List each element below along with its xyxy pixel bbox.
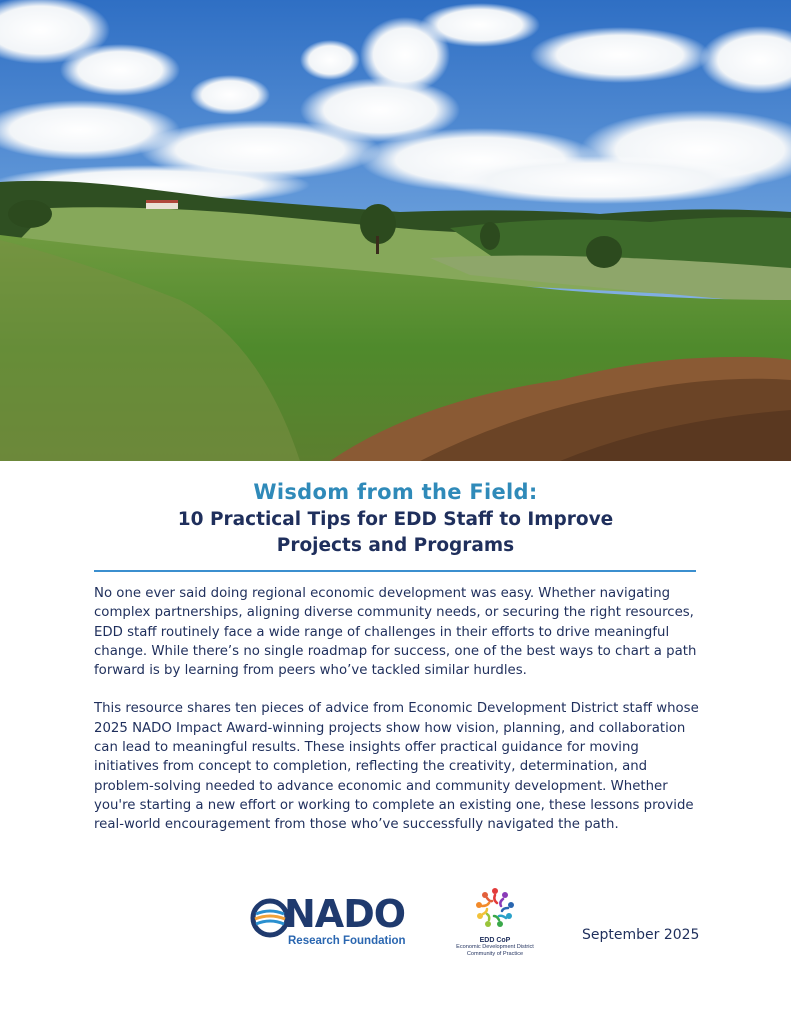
edd-cop-logo [440,886,550,966]
title-divider [94,570,696,572]
publication-date: September 2025 [582,927,700,943]
edd-cop-subtitle-1: Economic Development District [456,944,534,950]
nado-wordmark: NADO [284,892,406,936]
nado-logo [250,892,420,948]
landscape-image [0,0,791,461]
footer [0,880,791,980]
intro-paragraph: No one ever said doing regional economic development was easy. Whether navigating complex partnerships, aligning diverse community needs, or securing the right resources, EDD staff routinely face a wide range of challenges in their efforts to drive meaningful change. While there’s no single roadmap for success, one of the best ways to chart a path forward is by learning from peers who’ve tackled similar hurdles. [94,586,697,679]
resource-paragraph: This resource shares ten pieces of advice from Economic Development District staff whose 2025 NADO Impact Award-winning projects show how vision, planning, and collaboration can lead to meaningful results. These insights offer practical guidance for moving initiatives from concept to completion, reflecting the creativity, determination, and problem-solving needed to advance economic and community development. Whether you're starting a new effort or working to complete an existing one, these lessons provide real-world encouragement from those who’ve successfully navigated the path. [94,701,699,833]
title-subheading-line2: Projects and Programs [276,535,515,556]
body-content [94,584,706,854]
hero-photo [0,0,791,461]
edd-cop-subtitle-2: Community of Practice [466,951,524,957]
document-title [0,478,791,558]
title-heading: Wisdom from the Field: [253,480,538,504]
edd-cop-title: EDD CoP [479,937,511,944]
title-subheading-line1: 10 Practical Tips for EDD Staff to Improve [177,509,614,530]
nado-subtitle: Research Foundation [288,935,406,947]
edd-people-circle-icon [473,886,517,930]
